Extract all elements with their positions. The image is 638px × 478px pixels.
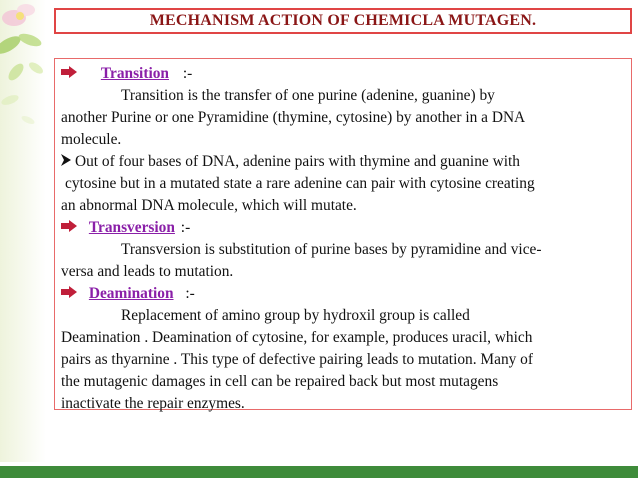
transition-line-3: molecule. (61, 131, 122, 148)
deamination-line-1: Replacement of amino group by hydroxil group is called (121, 307, 470, 324)
bullet-line-3: an abnormal DNA molecule, which will mutate. (61, 197, 357, 214)
bullet-row (61, 153, 520, 171)
transition-heading: Transition (100, 65, 169, 82)
page-title: MECHANISM ACTION OF CHEMICLA MUTAGEN. (149, 12, 537, 29)
footer-band (0, 466, 638, 478)
flower-leaves-icon (0, 0, 60, 150)
content-box (54, 58, 632, 410)
transversion-heading: Transversion (88, 219, 175, 236)
transversion-line-1: Transversion is substitution of purine bases by pyramidine and vice- (121, 241, 542, 258)
transition-line-1: Transition is the transfer of one purine (adenine, guanine) by (121, 87, 495, 104)
transversion-separator: :- (180, 219, 191, 236)
transition-line-2: another Purine or one Pyramidine (thymine, cytosine) by another in a DNA (61, 109, 526, 126)
triangle-bullet-icon (61, 153, 71, 171)
deamination-heading-row (61, 285, 195, 303)
arrow-right-icon (61, 65, 77, 83)
transition-separator: :- (182, 65, 193, 82)
arrow-right-icon (61, 285, 77, 303)
deamination-separator: :- (185, 285, 195, 302)
transversion-line-2: versa and leads to mutation. (61, 263, 234, 280)
transition-heading-row (61, 65, 192, 83)
arrow-right-icon (61, 219, 77, 237)
deamination-heading: Deamination (88, 285, 174, 302)
transversion-heading-row (61, 219, 190, 237)
deamination-line-5: inactivate the repair enzymes. (61, 395, 245, 412)
bullet-line-1: Out of four bases of DNA, adenine pairs with thymine and guanine with (75, 153, 520, 170)
title-box (54, 8, 632, 34)
bullet-line-2: cytosine but in a mutated state a rare adenine can pair with cytosine creating (65, 175, 535, 192)
deamination-line-2: Deamination . Deamination of cytosine, for example, produces uracil, which (61, 329, 533, 346)
deamination-line-4: the mutagenic damages in cell can be repaired back but most mutagens (61, 373, 499, 390)
deamination-line-3: pairs as thyarnine . This type of defective pairing leads to mutation. Many of (61, 351, 533, 368)
